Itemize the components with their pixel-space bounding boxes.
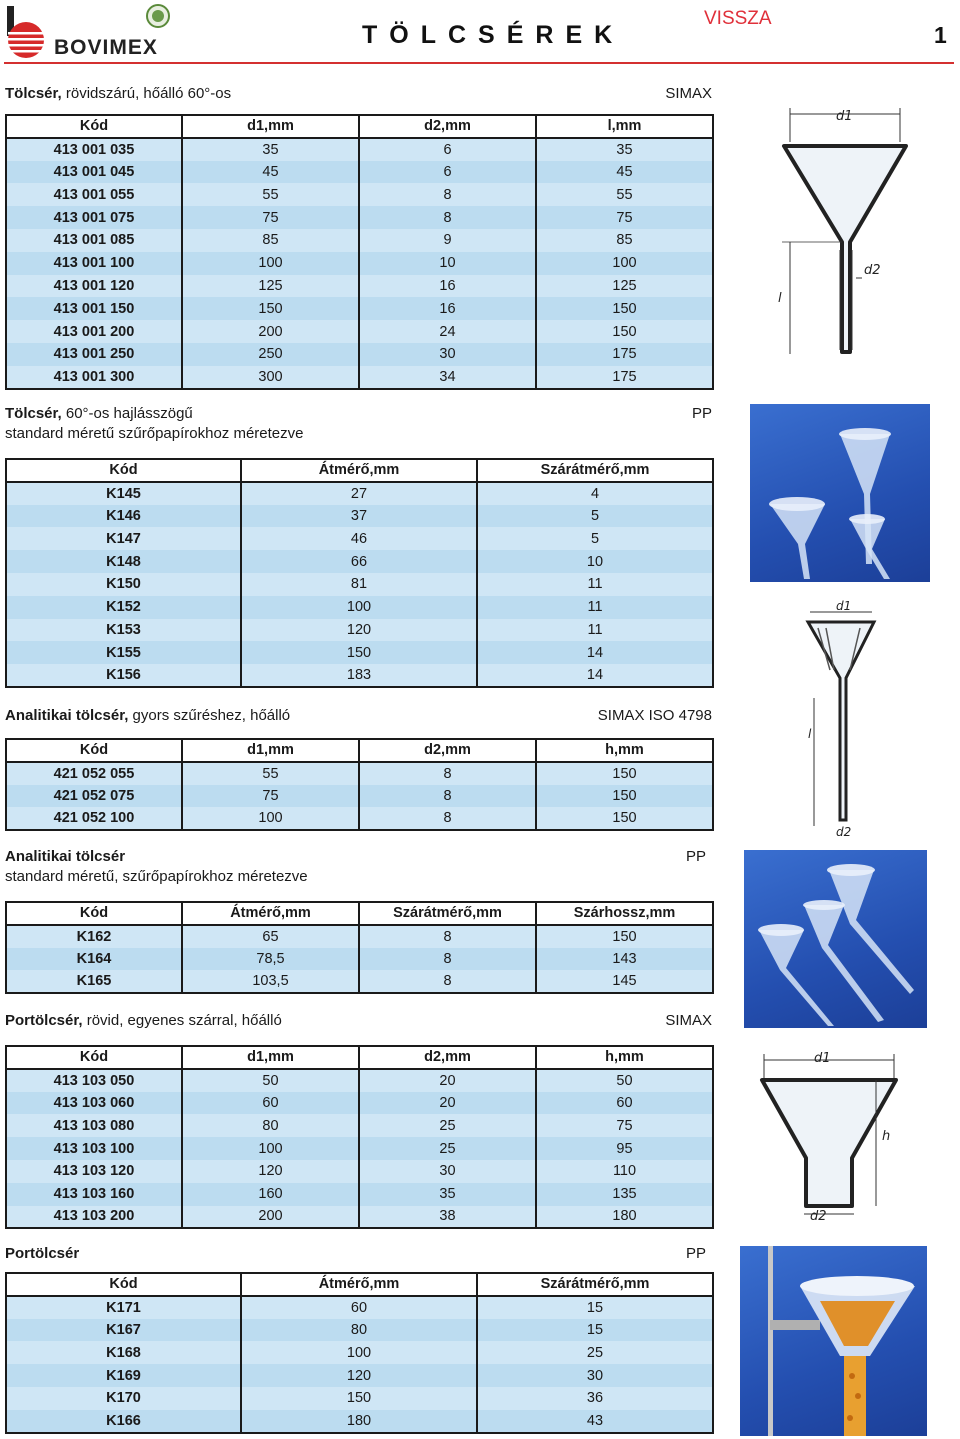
section-title: Tölcsér, 60°-os hajlásszögű — [5, 405, 193, 422]
table-cell: 36 — [477, 1387, 713, 1410]
header-divider — [4, 62, 954, 64]
table-cell: 80 — [182, 1114, 359, 1137]
table-cell: 8 — [359, 807, 536, 830]
table-cell: 11 — [477, 596, 713, 619]
table-cell: 95 — [536, 1137, 713, 1160]
section-title: Tölcsér, rövidszárú, hőálló 60°-os — [5, 85, 232, 102]
table-cell: 16 — [359, 297, 536, 320]
table-cell: 10 — [359, 252, 536, 275]
table-cell: 50 — [182, 1069, 359, 1092]
table-cell: 150 — [536, 297, 713, 320]
product-code-cell: 413 001 035 — [6, 138, 182, 161]
d1-label: d1 — [836, 599, 852, 613]
product-code-cell: 413 103 060 — [6, 1092, 182, 1115]
product-code-cell: 413 001 250 — [6, 343, 182, 366]
table-cell: 100 — [241, 1341, 477, 1364]
table-row — [6, 550, 713, 573]
product-code-cell: 413 001 150 — [6, 297, 182, 320]
table-cell: 65 — [182, 925, 359, 948]
table-row — [6, 482, 713, 505]
section-pp-funnel-60 — [5, 404, 712, 688]
column-header: d2,mm — [359, 1046, 536, 1069]
table-cell: 180 — [536, 1206, 713, 1229]
product-code-cell: K165 — [6, 970, 182, 993]
table-cell: 81 — [241, 573, 477, 596]
l-label: l — [808, 727, 812, 741]
table-cell: 120 — [182, 1160, 359, 1183]
table-cell: 35 — [182, 138, 359, 161]
product-code-cell: 413 001 200 — [6, 320, 182, 343]
bovimex-logo — [4, 2, 174, 60]
table-row — [6, 641, 713, 664]
d1-label: d1 — [836, 109, 853, 124]
section-subtitle: standard méretű, szűrőpapírokhoz méretezve — [5, 868, 308, 885]
table-cell: 100 — [182, 807, 359, 830]
product-code-cell: K171 — [6, 1296, 241, 1319]
table-cell: 25 — [359, 1114, 536, 1137]
product-code-cell: 413 103 160 — [6, 1183, 182, 1206]
table-row — [6, 297, 713, 320]
table-cell: 135 — [536, 1183, 713, 1206]
table-cell: 30 — [477, 1364, 713, 1387]
column-header: Átmérő,mm — [182, 902, 359, 925]
d1-label: d1 — [814, 1051, 831, 1066]
section-analytical-funnel-pp — [5, 847, 712, 995]
section-subtitle: standard méretű szűrőpapírokhoz méretezve — [5, 425, 304, 442]
column-header: Kód — [6, 459, 241, 482]
column-header: l,mm — [536, 115, 713, 138]
table-cell: 175 — [536, 343, 713, 366]
logo-text: BOVIMEX — [54, 36, 158, 59]
product-code-cell: K147 — [6, 527, 241, 550]
table-cell: 8 — [359, 970, 536, 993]
analytical-pp-funnels-photo — [744, 850, 927, 1028]
table-cell: 5 — [477, 505, 713, 528]
product-code-cell: K168 — [6, 1341, 241, 1364]
table-row — [6, 138, 713, 161]
table-row — [6, 275, 713, 298]
table-row — [6, 161, 713, 184]
table-row — [6, 619, 713, 642]
table-cell: 143 — [536, 948, 713, 971]
table-cell: 8 — [359, 762, 536, 785]
table-row — [6, 206, 713, 229]
column-header: h,mm — [536, 1046, 713, 1069]
table-cell: 25 — [359, 1137, 536, 1160]
table-cell: 150 — [241, 1387, 477, 1410]
table-cell: 120 — [241, 619, 477, 642]
column-header: Kód — [6, 1046, 182, 1069]
spec-table — [5, 1045, 714, 1229]
table-cell: 103,5 — [182, 970, 359, 993]
table-row — [6, 505, 713, 528]
table-cell: 160 — [182, 1183, 359, 1206]
product-code-cell: K170 — [6, 1387, 241, 1410]
table-cell: 150 — [536, 320, 713, 343]
table-cell: 125 — [182, 275, 359, 298]
product-code-cell: 413 103 050 — [6, 1069, 182, 1092]
product-code-cell: 413 103 080 — [6, 1114, 182, 1137]
table-cell: 9 — [359, 229, 536, 252]
spec-table — [5, 1272, 714, 1434]
table-row — [6, 320, 713, 343]
table-cell: 6 — [359, 138, 536, 161]
table-row — [6, 664, 713, 687]
d2-label: d2 — [836, 825, 852, 838]
table-cell: 24 — [359, 320, 536, 343]
table-cell: 15 — [477, 1296, 713, 1319]
material-label: PP — [691, 405, 712, 422]
table-row — [6, 183, 713, 206]
table-row — [6, 1206, 713, 1229]
material-label: SIMAX — [665, 1012, 712, 1029]
table-cell: 100 — [536, 252, 713, 275]
table-cell: 250 — [182, 343, 359, 366]
section-title: Analitikai tölcsér — [5, 848, 126, 865]
spec-table — [5, 458, 714, 688]
product-code-cell: K152 — [6, 596, 241, 619]
table-cell: 100 — [241, 596, 477, 619]
table-cell: 100 — [182, 252, 359, 275]
table-cell: 35 — [536, 138, 713, 161]
pp-funnels-photo — [750, 404, 930, 582]
table-row — [6, 1341, 713, 1364]
table-cell: 100 — [182, 1137, 359, 1160]
table-cell: 150 — [536, 762, 713, 785]
d2-label: d2 — [864, 263, 881, 278]
product-code-cell: K156 — [6, 664, 241, 687]
table-row — [6, 573, 713, 596]
section-powder-funnel-glass — [5, 1011, 712, 1231]
table-cell: 45 — [536, 161, 713, 184]
table-cell: 150 — [241, 641, 477, 664]
table-cell: 55 — [182, 762, 359, 785]
table-row — [6, 970, 713, 993]
table-cell: 16 — [359, 275, 536, 298]
table-cell: 6 — [359, 161, 536, 184]
d2-label: d2 — [810, 1209, 827, 1224]
table-cell: 55 — [536, 183, 713, 206]
table-cell: 5 — [477, 527, 713, 550]
column-header: Kód — [6, 902, 182, 925]
table-row — [6, 785, 713, 808]
table-cell: 75 — [536, 1114, 713, 1137]
product-code-cell: K146 — [6, 505, 241, 528]
table-cell: 66 — [241, 550, 477, 573]
column-header: Szárátmérő,mm — [477, 459, 713, 482]
pp-powder-funnel-photo — [740, 1246, 927, 1436]
table-cell: 85 — [536, 229, 713, 252]
table-cell: 11 — [477, 619, 713, 642]
product-code-cell: 413 103 200 — [6, 1206, 182, 1229]
spec-table — [5, 738, 714, 831]
product-code-cell: K164 — [6, 948, 182, 971]
table-cell: 75 — [536, 206, 713, 229]
table-row — [6, 948, 713, 971]
spec-table — [5, 901, 714, 994]
table-cell: 8 — [359, 785, 536, 808]
table-row — [6, 1319, 713, 1342]
product-code-cell: K153 — [6, 619, 241, 642]
table-row — [6, 1364, 713, 1387]
product-code-cell: 413 103 100 — [6, 1137, 182, 1160]
section-short-stem-funnel — [5, 84, 712, 390]
product-code-cell: 413 001 100 — [6, 252, 182, 275]
section-title: Portölcsér — [5, 1245, 80, 1262]
product-code-cell: K148 — [6, 550, 241, 573]
powder-funnel-diagram — [758, 1048, 908, 1224]
page-title: TÖLCSÉREK — [362, 21, 625, 49]
table-row — [6, 1114, 713, 1137]
table-cell: 27 — [241, 482, 477, 505]
table-row — [6, 1069, 713, 1092]
table-cell: 60 — [241, 1296, 477, 1319]
material-label: SIMAX ISO 4798 — [597, 707, 712, 724]
material-label: PP — [685, 1245, 706, 1262]
product-code-cell: 421 052 075 — [6, 785, 182, 808]
table-row — [6, 527, 713, 550]
table-cell: 37 — [241, 505, 477, 528]
section-powder-funnel-pp — [5, 1244, 712, 1436]
table-cell: 75 — [182, 206, 359, 229]
column-header: d1,mm — [182, 739, 359, 762]
section-analytical-funnel-glass — [5, 706, 712, 832]
table-cell: 8 — [359, 925, 536, 948]
table-row — [6, 1410, 713, 1433]
table-cell: 11 — [477, 573, 713, 596]
column-header: d1,mm — [182, 115, 359, 138]
table-cell: 35 — [359, 1183, 536, 1206]
table-cell: 38 — [359, 1206, 536, 1229]
column-header: d1,mm — [182, 1046, 359, 1069]
column-header: Átmérő,mm — [241, 459, 477, 482]
table-cell: 30 — [359, 343, 536, 366]
table-cell: 60 — [182, 1092, 359, 1115]
column-header: Kód — [6, 739, 182, 762]
analytical-funnel-diagram — [800, 598, 880, 838]
column-header: Kód — [6, 115, 182, 138]
table-cell: 8 — [359, 948, 536, 971]
funnel-diagram — [760, 102, 930, 364]
table-cell: 150 — [536, 807, 713, 830]
product-code-cell: K162 — [6, 925, 182, 948]
table-row — [6, 762, 713, 785]
table-row — [6, 1387, 713, 1410]
table-cell: 43 — [477, 1410, 713, 1433]
table-row — [6, 1092, 713, 1115]
table-row — [6, 1137, 713, 1160]
section-title: Analitikai tölcsér, gyors szűréshez, hőálló — [5, 707, 291, 724]
column-header: Szárátmérő,mm — [477, 1273, 713, 1296]
product-code-cell: 421 052 100 — [6, 807, 182, 830]
product-code-cell: 413 001 120 — [6, 275, 182, 298]
table-cell: 8 — [359, 206, 536, 229]
table-cell: 20 — [359, 1069, 536, 1092]
column-header: d2,mm — [359, 739, 536, 762]
page-header — [0, 0, 960, 68]
table-cell: 55 — [182, 183, 359, 206]
table-cell: 20 — [359, 1092, 536, 1115]
product-code-cell: K155 — [6, 641, 241, 664]
product-code-cell: K145 — [6, 482, 241, 505]
table-cell: 45 — [182, 161, 359, 184]
column-header: Átmérő,mm — [241, 1273, 477, 1296]
page-number: 1 — [934, 22, 947, 48]
product-code-cell: 413 001 055 — [6, 183, 182, 206]
column-header: h,mm — [536, 739, 713, 762]
table-cell: 150 — [536, 785, 713, 808]
material-label: PP — [685, 848, 706, 865]
material-label: SIMAX — [665, 85, 712, 102]
table-cell: 4 — [477, 482, 713, 505]
product-code-cell: K169 — [6, 1364, 241, 1387]
column-header: Szárhossz,mm — [536, 902, 713, 925]
product-code-cell: 421 052 055 — [6, 762, 182, 785]
table-cell: 25 — [477, 1341, 713, 1364]
table-row — [6, 252, 713, 275]
column-header: Kód — [6, 1273, 241, 1296]
table-row — [6, 1183, 713, 1206]
product-code-cell: 413 001 085 — [6, 229, 182, 252]
table-cell: 175 — [536, 366, 713, 389]
product-code-cell: 413 001 300 — [6, 366, 182, 389]
table-cell: 50 — [536, 1069, 713, 1092]
table-cell: 150 — [536, 925, 713, 948]
table-cell: 75 — [182, 785, 359, 808]
table-row — [6, 343, 713, 366]
table-cell: 78,5 — [182, 948, 359, 971]
table-cell: 150 — [182, 297, 359, 320]
spec-table — [5, 114, 714, 390]
table-cell: 30 — [359, 1160, 536, 1183]
table-row — [6, 925, 713, 948]
h-label: h — [882, 1129, 891, 1144]
table-cell: 60 — [536, 1092, 713, 1115]
back-link[interactable]: VISSZA — [704, 8, 772, 29]
table-row — [6, 596, 713, 619]
table-cell: 183 — [241, 664, 477, 687]
table-cell: 110 — [536, 1160, 713, 1183]
section-title: Portölcsér, rövid, egyenes szárral, hőálló — [5, 1012, 282, 1029]
table-cell: 200 — [182, 320, 359, 343]
table-cell: 34 — [359, 366, 536, 389]
table-row — [6, 1160, 713, 1183]
product-code-cell: K166 — [6, 1410, 241, 1433]
l-label: l — [778, 291, 782, 306]
table-row — [6, 366, 713, 389]
table-row — [6, 229, 713, 252]
product-code-cell: 413 001 045 — [6, 161, 182, 184]
product-code-cell: K150 — [6, 573, 241, 596]
column-header: d2,mm — [359, 115, 536, 138]
table-cell: 8 — [359, 183, 536, 206]
table-cell: 10 — [477, 550, 713, 573]
product-code-cell: 413 001 075 — [6, 206, 182, 229]
table-cell: 125 — [536, 275, 713, 298]
table-row — [6, 1296, 713, 1319]
table-cell: 200 — [182, 1206, 359, 1229]
column-header: Szárátmérő,mm — [359, 902, 536, 925]
table-cell: 14 — [477, 641, 713, 664]
table-cell: 15 — [477, 1319, 713, 1342]
product-code-cell: K167 — [6, 1319, 241, 1342]
table-cell: 85 — [182, 229, 359, 252]
table-cell: 120 — [241, 1364, 477, 1387]
table-cell: 80 — [241, 1319, 477, 1342]
table-cell: 145 — [536, 970, 713, 993]
table-cell: 300 — [182, 366, 359, 389]
table-cell: 46 — [241, 527, 477, 550]
product-code-cell: 413 103 120 — [6, 1160, 182, 1183]
table-cell: 14 — [477, 664, 713, 687]
table-cell: 180 — [241, 1410, 477, 1433]
table-row — [6, 807, 713, 830]
